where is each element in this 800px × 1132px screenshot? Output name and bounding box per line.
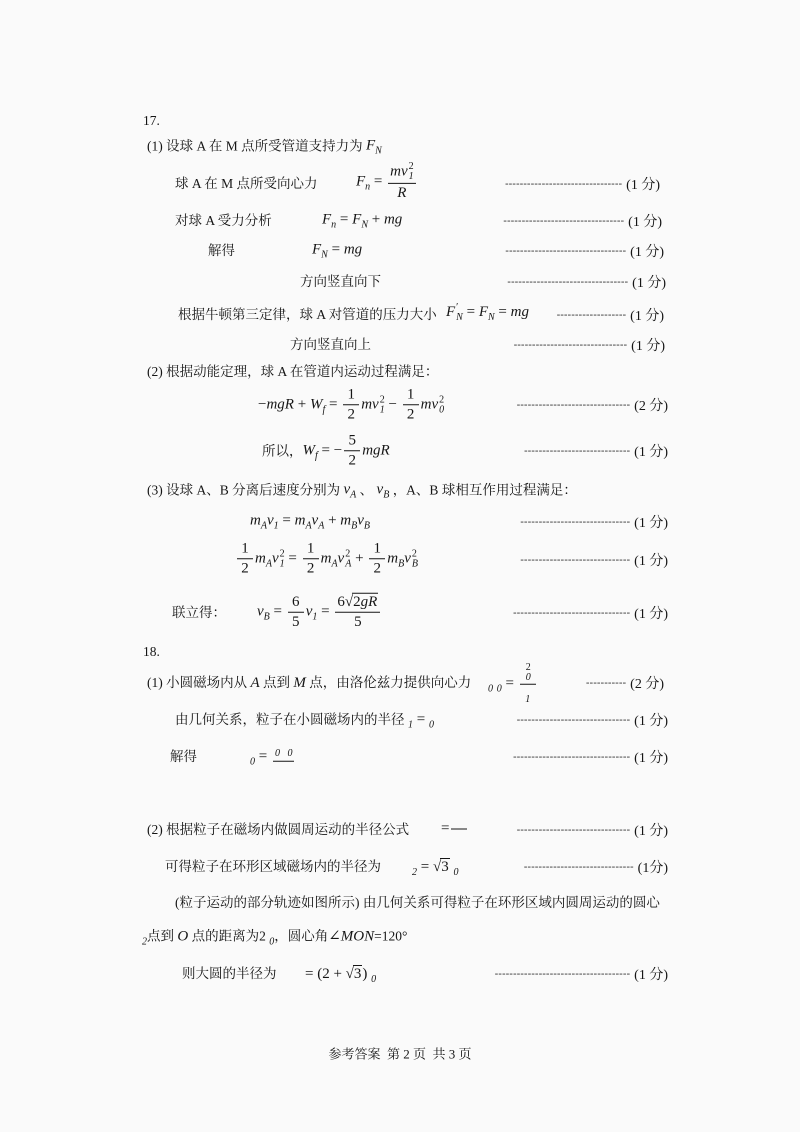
math-operator: 1	[406, 386, 415, 403]
force-analysis-equation	[322, 212, 402, 231]
leader-dashes: --------------------------------	[504, 178, 623, 190]
solve-label: 解得	[208, 242, 235, 258]
leader-dashes: ------------------------------	[520, 516, 631, 528]
math-operator: 5	[354, 614, 362, 630]
math-superscript: 2	[411, 548, 417, 559]
inline-text: ，圆心角	[274, 928, 329, 944]
q17-part1-intro	[147, 138, 382, 157]
kinetic-energy-equation	[235, 540, 418, 578]
math-variable: mv	[361, 396, 379, 413]
force-analysis-label: 对球 A 受力分析	[175, 212, 272, 228]
fraction-numerator	[335, 593, 380, 613]
ring-radius-formula	[412, 858, 458, 878]
fraction-denominator	[403, 406, 419, 424]
score-points: (1 分)	[634, 824, 668, 839]
math-subsup	[412, 549, 418, 569]
math-operator: 3	[353, 966, 362, 982]
math-subsup	[456, 303, 463, 323]
math-subscript: B	[398, 558, 405, 570]
math-operator: 2	[306, 560, 315, 577]
leader-dashes: --------------------------------	[512, 751, 631, 763]
fraction-denominator	[335, 613, 380, 631]
math-subscript: 0	[453, 867, 459, 878]
math-subscript: n	[365, 181, 371, 193]
math-operator: +	[351, 550, 368, 567]
math-subscript: B	[363, 520, 371, 532]
math-fraction	[335, 593, 380, 632]
enumeration-comma: 、	[356, 482, 377, 498]
score-points: (1 分)	[632, 276, 666, 291]
math-variable: mg	[510, 304, 529, 321]
radius-formula	[441, 816, 469, 843]
leader-dashes: -------------------------------	[516, 714, 631, 726]
leader-dashes: ---------------------------------	[505, 245, 627, 257]
score-points: (1 分)	[630, 309, 664, 324]
work-energy-equation	[258, 386, 444, 424]
math-fraction	[288, 593, 304, 631]
support-force-formula	[312, 242, 362, 261]
fraction-denominator	[343, 406, 359, 424]
score-marker-direction-up	[514, 335, 665, 355]
math-variable: F	[312, 241, 322, 258]
math-fraction	[237, 540, 253, 578]
math-operator: 1	[241, 540, 249, 557]
math-variable: v	[404, 550, 411, 567]
fraction-denominator	[520, 685, 536, 706]
big-radius-label: 则大圆的半径为	[182, 965, 277, 981]
math-subscript: 2	[142, 936, 147, 948]
q18-solve-equation	[250, 740, 296, 775]
fraction-denominator	[451, 830, 467, 843]
math-fraction	[520, 663, 536, 706]
lorentz-force-equation	[488, 663, 538, 706]
math-operator: =	[494, 304, 511, 321]
q18-part1-intro-text	[147, 675, 471, 692]
score-points: (1 分)	[628, 215, 662, 230]
score-points: (2 分)	[634, 399, 668, 414]
support-force-result	[312, 242, 362, 261]
math-operator: 1	[347, 386, 355, 403]
math-operator: 1	[306, 540, 315, 557]
math-subscript: 2	[412, 867, 417, 878]
math-superscript: 2	[408, 160, 414, 172]
math-superscript: ′	[456, 301, 459, 313]
score-points: (1 分)	[634, 751, 668, 766]
math-subscript: A	[331, 558, 338, 570]
math-operator: =	[441, 820, 450, 837]
velocity-b-formula	[257, 593, 382, 632]
math-operator: 3	[441, 859, 449, 875]
fraction-numerator	[388, 162, 416, 184]
score-marker-work	[524, 441, 668, 461]
math-fraction	[369, 540, 385, 578]
math-superscript: 2	[379, 394, 385, 405]
inline-text: 点的距离为2	[188, 928, 270, 944]
score-points: (1 分)	[634, 607, 668, 622]
score-points: (1分)	[637, 861, 668, 876]
fraction-denominator	[388, 184, 416, 202]
math-fraction	[303, 540, 319, 578]
math-subscript: 1	[408, 719, 413, 731]
math-subscript: 1	[525, 693, 531, 705]
fraction-numerator	[403, 386, 419, 405]
math-variable: m	[255, 550, 266, 567]
centripetal-force-equation	[356, 162, 418, 202]
score-points: (2 分)	[630, 677, 664, 692]
math-variable: W	[309, 396, 323, 413]
score-marker-small-radius	[517, 710, 668, 730]
trajectory-note: (粒子运动的部分轨迹如图所示) 由几何关系可得粒子在环形区域内圆周运动的圆心	[175, 894, 660, 910]
math-variable: M	[293, 674, 306, 691]
fraction-denominator	[369, 560, 385, 578]
leader-dashes: ---------------------------------	[503, 215, 625, 227]
third-law-label: 根据牛顿第三定律，球 A 对管道的压力大小	[178, 306, 437, 322]
score-points: (1 分)	[630, 245, 664, 260]
math-subscript: A	[265, 558, 272, 570]
leader-dashes: -------------------	[556, 309, 627, 321]
math-variable: v	[257, 603, 264, 620]
page-footer: 参考答案 第 2 页 共 3 页	[328, 1046, 472, 1062]
math-operator: =	[501, 675, 518, 692]
math-fraction	[344, 432, 360, 470]
centripetal-formula	[356, 162, 418, 202]
score-points: (1 分)	[634, 445, 668, 460]
math-variable: F	[356, 173, 366, 190]
score-marker-lorentz	[586, 673, 664, 693]
leader-dashes: -------------------------------	[513, 339, 628, 351]
direction-down-label: 方向竖直向下	[300, 273, 381, 289]
fraction-denominator	[273, 761, 295, 774]
math-operator: 2	[373, 560, 382, 577]
score-marker-third-law	[557, 305, 664, 325]
math-subsup	[439, 395, 444, 415]
math-variable: ∠MON	[328, 928, 375, 945]
score-points: (1 分)	[626, 178, 660, 193]
math-variable: mg	[383, 211, 403, 228]
score-marker-centripetal	[505, 174, 660, 194]
score-points: (1 分)	[634, 714, 668, 729]
math-operator: 5	[348, 432, 356, 449]
math-subscript: 0	[488, 683, 493, 695]
question-18-number: 18.	[143, 643, 160, 659]
math-variable: F	[352, 211, 362, 228]
math-subscript: N	[487, 312, 495, 324]
ring-radius-equation	[412, 858, 458, 878]
fraction-numerator	[369, 540, 385, 559]
math-variable: O	[177, 928, 189, 945]
math-variable: m	[340, 512, 352, 529]
math-operator: =	[278, 512, 295, 529]
math-subscript: A	[305, 520, 312, 532]
therefore-label: 所以，	[262, 442, 303, 458]
math-subsup	[409, 162, 414, 182]
math-variable: R	[397, 184, 407, 201]
fraction-denominator	[344, 452, 360, 470]
math-superscript: 2	[279, 548, 285, 559]
math-variable: v	[343, 481, 351, 498]
math-operator: =	[370, 173, 387, 190]
radius-formula-equation	[441, 816, 469, 843]
inline-text: 点到	[147, 928, 178, 944]
fraction-numerator	[303, 540, 319, 559]
math-subscript: B	[351, 520, 358, 532]
question-17-number: 17.	[143, 112, 160, 128]
math-variable: mv	[420, 396, 439, 413]
lorentz-formula	[488, 663, 538, 706]
friction-work-result	[262, 432, 390, 470]
math-operator: 6	[292, 593, 300, 610]
q18-solve-formula	[250, 740, 296, 775]
math-subscript: 0	[496, 683, 502, 695]
math-operator: √	[344, 593, 354, 610]
math-operator: =	[327, 241, 344, 258]
leader-dashes: -----------------------------	[523, 445, 631, 457]
math-subscript: 0	[439, 404, 445, 415]
math-variable: mg	[343, 241, 363, 258]
math-variable: v	[266, 512, 274, 529]
work-energy-formula	[258, 386, 444, 424]
math-operator: 2	[241, 560, 249, 577]
small-radius-formula	[408, 712, 434, 731]
math-subscript: A	[350, 489, 357, 501]
math-subscript: 1	[379, 404, 385, 415]
math-operator: 5	[292, 613, 300, 630]
math-fraction	[343, 386, 359, 424]
math-variable: v	[357, 512, 364, 529]
small-radius-label: 由几何关系，粒子在小圆磁场内的半径	[175, 711, 405, 727]
score-marker-energy	[517, 395, 668, 415]
score-marker-ring-radius	[524, 857, 668, 877]
math-subscript: 0	[428, 719, 434, 731]
big-radius-formula	[305, 965, 376, 985]
score-points: (1 分)	[634, 554, 668, 569]
fraction-numerator	[451, 816, 467, 830]
math-operator: 2	[348, 452, 356, 469]
math-subscript: 0	[371, 974, 377, 985]
score-points: (1 分)	[634, 516, 668, 531]
q17-part2-intro: (2) 根据动能定理，球 A 在管道内运动过程满足：	[147, 363, 439, 379]
leader-dashes: -------------------------------	[516, 399, 631, 411]
leader-dashes: --------------------------------	[512, 607, 631, 619]
support-force-symbol	[366, 138, 382, 157]
math-superscript: 2	[525, 661, 531, 673]
math-operator: = −	[317, 442, 343, 459]
momentum-formula	[250, 513, 370, 532]
math-operator: =	[336, 211, 353, 228]
math-variable: v	[337, 550, 345, 567]
inline-text: (1) 小圆磁场内从	[147, 674, 251, 690]
score-marker-force-analysis	[503, 211, 662, 231]
ring-radius-label: 可得粒子在环形区域磁场内的半径为	[165, 858, 381, 874]
math-operator: √	[345, 966, 354, 982]
math-subscript: f	[315, 450, 318, 462]
math-subscript: 1	[273, 520, 279, 532]
score-marker-direction-down	[507, 272, 666, 292]
big-radius-equation	[305, 965, 376, 985]
radicand	[440, 858, 450, 876]
math-variable: m	[294, 512, 306, 529]
math-subscript: A	[260, 520, 267, 532]
leader-dashes: -------------------------------	[516, 824, 631, 836]
force-balance-formula	[322, 212, 402, 231]
score-marker-kinetic	[520, 550, 668, 570]
velocity-b-symbol	[377, 482, 390, 501]
math-variable: v	[311, 512, 319, 529]
math-subscript: B	[263, 611, 270, 623]
radicand	[353, 965, 363, 983]
pressure-force-formula	[446, 303, 529, 323]
math-fraction	[403, 386, 419, 424]
math-operator: = (2 +	[305, 966, 346, 982]
math-operator: −	[258, 396, 267, 413]
leader-dashes: ------------------------------	[523, 861, 634, 873]
fraction-denominator	[303, 560, 319, 578]
q18-solve-label: 解得	[170, 748, 197, 764]
leader-dashes: ------------------------------	[520, 554, 631, 566]
math-variable: v	[305, 603, 313, 620]
math-operator: =	[417, 859, 433, 875]
math-superscript: 2	[439, 394, 445, 405]
math-operator: =	[269, 603, 286, 620]
inline-text: 点，由洛伦兹力提供向心力	[305, 674, 472, 690]
math-variable: F	[446, 304, 456, 321]
math-subscript: A	[318, 520, 325, 532]
math-fraction	[388, 162, 416, 202]
leader-dashes: ---------------------------------	[507, 276, 629, 288]
fraction-numerator	[237, 540, 253, 559]
math-subscript: N	[375, 145, 382, 157]
score-marker-result	[513, 603, 668, 623]
center-distance-line	[142, 929, 407, 948]
math-variable: W	[302, 442, 315, 459]
math-subscript: 1	[279, 558, 285, 569]
momentum-equation	[250, 513, 370, 532]
math-operator: 2	[353, 593, 361, 610]
math-variable: gR	[360, 593, 378, 610]
math-operator: =	[284, 550, 301, 567]
score-marker-q18-solve	[513, 747, 668, 767]
math-subscript: 1	[408, 170, 414, 182]
math-operator: =	[255, 748, 271, 765]
fraction-denominator	[288, 613, 304, 631]
math-operator: 1	[373, 540, 382, 557]
fraction-numerator	[288, 593, 304, 612]
math-operator: √	[432, 859, 442, 875]
math-subscript: B	[383, 489, 390, 501]
inline-text: 点到	[259, 674, 294, 690]
math-subscript: f	[322, 404, 326, 416]
velocity-b-result	[257, 593, 382, 632]
math-variable: v	[271, 550, 279, 567]
math-variable: mgR	[362, 442, 390, 459]
fraction-numerator	[273, 740, 295, 762]
math-variable: m	[387, 550, 399, 567]
fraction-numerator	[344, 432, 360, 451]
third-law-equation	[446, 303, 529, 323]
math-superscript: 2	[345, 548, 351, 559]
math-subscript: N	[456, 311, 463, 323]
math-operator: +	[367, 211, 384, 228]
q17-part1-intro-text: (1) 设球 A 在 M 点所受管道支持力为	[147, 138, 366, 154]
leader-dashes: -------------------------------------	[494, 968, 631, 980]
math-operator: +	[324, 512, 341, 529]
math-operator: 2	[406, 406, 415, 423]
math-variable: F	[478, 304, 488, 321]
fraction-denominator	[237, 560, 253, 578]
math-operator: =	[317, 603, 334, 620]
q18-part2-label: (2) 根据粒子在磁场内做圆周运动的半径公式	[147, 821, 410, 837]
score-marker-momentum	[520, 512, 668, 532]
math-subscript: 0	[250, 756, 255, 768]
score-points: (1 分)	[631, 339, 665, 354]
math-operator: )	[362, 966, 368, 982]
fraction-numerator	[343, 386, 359, 405]
score-marker-big-radius	[495, 964, 668, 984]
inline-text: =120°	[374, 928, 408, 944]
math-variable: mgR	[266, 396, 294, 413]
q17-part3-intro-text-a: (3) 设球 A、B 分离后速度分别为	[147, 482, 344, 498]
velocity-a-symbol	[344, 482, 357, 501]
math-fraction	[273, 740, 295, 775]
math-subscript: B	[411, 558, 419, 569]
math-operator: =	[413, 711, 429, 728]
center-distance-text	[142, 929, 407, 948]
score-points: (1 分)	[634, 968, 668, 983]
friction-work-formula	[303, 432, 390, 470]
combined-result-label: 联立得：	[172, 604, 226, 620]
q17-part3-intro-text-b: ，A、B 球相互作用过程满足：	[389, 482, 577, 498]
kinetic-energy-formula	[235, 540, 418, 578]
math-variable: m	[320, 550, 332, 567]
fraction-numerator	[520, 663, 536, 685]
math-fraction	[451, 816, 467, 843]
math-operator: =	[325, 396, 342, 413]
math-subscript: 0	[269, 936, 275, 948]
math-subscript: N	[321, 249, 328, 261]
math-subscript: 0	[525, 671, 531, 683]
math-subscript: A	[345, 558, 352, 569]
q18-part1-intro	[147, 675, 471, 692]
math-subscript: 0	[287, 747, 293, 759]
math-subscript: 0	[274, 747, 280, 759]
math-variable: m	[250, 512, 261, 529]
math-operator: −	[384, 396, 401, 413]
math-variable: v	[376, 481, 384, 498]
radicand	[352, 593, 378, 611]
math-variable: mv	[390, 163, 408, 180]
math-variable: F	[366, 137, 376, 154]
math-variable: F	[322, 211, 332, 228]
math-operator: 6	[337, 593, 345, 610]
math-subscript: N	[361, 219, 368, 231]
math-operator: =	[462, 304, 479, 321]
math-operator: 2	[347, 406, 355, 423]
q17-part3-intro	[147, 482, 577, 501]
direction-up-label: 方向竖直向上	[290, 336, 371, 352]
math-subscript: n	[331, 219, 337, 231]
math-operator: +	[293, 396, 310, 413]
score-marker-radius-formula	[517, 820, 668, 840]
small-radius-equation	[408, 712, 434, 731]
math-subsup	[526, 663, 531, 683]
math-variable: A	[250, 674, 260, 691]
score-marker-solve	[505, 241, 664, 261]
leader-dashes: -----------	[585, 677, 627, 689]
centripetal-force-label: 球 A 在 M 点所受向心力	[175, 175, 318, 191]
math-subscript: 1	[312, 611, 318, 623]
